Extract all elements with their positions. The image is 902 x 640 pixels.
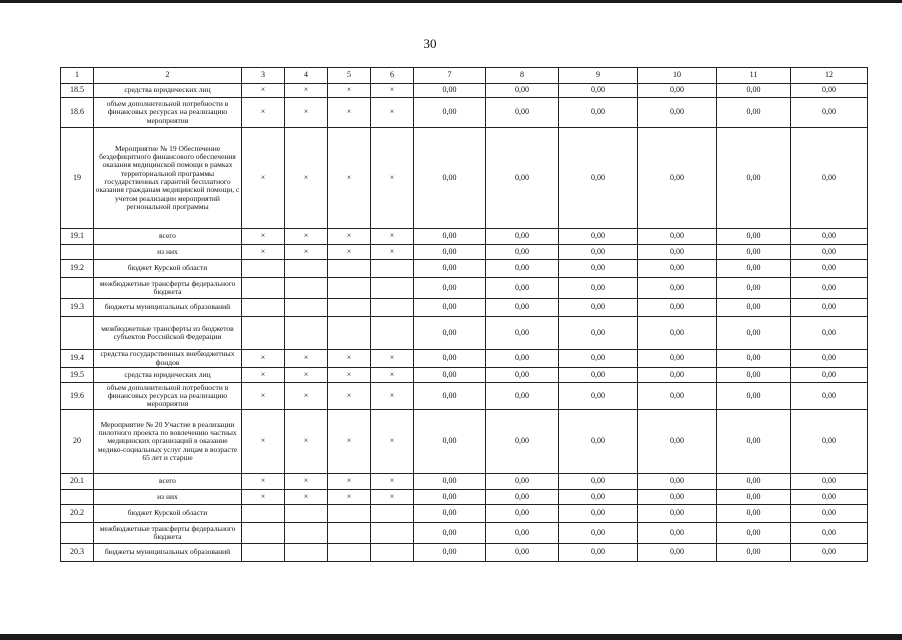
- cross-mark-cell: ×: [285, 229, 328, 245]
- amount-cell: 0,00: [717, 523, 791, 544]
- amount-cell: 0,00: [414, 278, 486, 299]
- cross-mark-cell: ×: [371, 128, 414, 229]
- amount-cell: 0,00: [638, 350, 717, 368]
- scan-edge-bottom: [0, 634, 902, 640]
- amount-cell: 0,00: [791, 84, 868, 98]
- amount-cell: 0,00: [717, 474, 791, 490]
- amount-cell: 0,00: [559, 505, 638, 523]
- amount-cell: 0,00: [414, 84, 486, 98]
- cross-mark-cell: [285, 505, 328, 523]
- amount-cell: 0,00: [791, 260, 868, 278]
- amount-cell: 0,00: [559, 523, 638, 544]
- amount-cell: 0,00: [791, 383, 868, 410]
- cross-mark-cell: [328, 278, 371, 299]
- amount-cell: 0,00: [791, 523, 868, 544]
- amount-cell: 0,00: [486, 523, 559, 544]
- table-row: [61, 544, 868, 562]
- column-number-header: 11: [717, 68, 791, 84]
- row-name: бюджеты муниципальных образований: [94, 299, 242, 317]
- cross-mark-cell: [242, 260, 285, 278]
- cross-mark-cell: ×: [242, 368, 285, 383]
- amount-cell: 0,00: [717, 317, 791, 350]
- scan-edge-top: [0, 0, 902, 3]
- amount-cell: 0,00: [638, 474, 717, 490]
- amount-cell: 0,00: [414, 410, 486, 474]
- amount-cell: 0,00: [638, 278, 717, 299]
- amount-cell: 0,00: [414, 299, 486, 317]
- row-name: всего: [94, 474, 242, 490]
- amount-cell: 0,00: [414, 128, 486, 229]
- amount-cell: 0,00: [791, 299, 868, 317]
- cross-mark-cell: [371, 299, 414, 317]
- row-name: из них: [94, 245, 242, 260]
- amount-cell: 0,00: [791, 317, 868, 350]
- cross-mark-cell: [242, 299, 285, 317]
- amount-cell: 0,00: [638, 245, 717, 260]
- amount-cell: 0,00: [559, 128, 638, 229]
- column-number-header: 3: [242, 68, 285, 84]
- amount-cell: 0,00: [791, 128, 868, 229]
- amount-cell: 0,00: [414, 245, 486, 260]
- row-name: межбюджетные трансферты федерального бюджета: [94, 278, 242, 299]
- cross-mark-cell: [371, 505, 414, 523]
- amount-cell: 0,00: [486, 245, 559, 260]
- cross-mark-cell: ×: [371, 245, 414, 260]
- amount-cell: 0,00: [414, 383, 486, 410]
- column-number-header: 12: [791, 68, 868, 84]
- amount-cell: 0,00: [486, 299, 559, 317]
- amount-cell: 0,00: [414, 523, 486, 544]
- cross-mark-cell: [242, 523, 285, 544]
- cross-mark-cell: ×: [328, 229, 371, 245]
- amount-cell: 0,00: [414, 350, 486, 368]
- amount-cell: 0,00: [717, 278, 791, 299]
- amount-cell: 0,00: [791, 410, 868, 474]
- amount-cell: 0,00: [414, 317, 486, 350]
- row-name: межбюджетные трансферты федерального бюджета: [94, 523, 242, 544]
- cross-mark-cell: [328, 317, 371, 350]
- amount-cell: 0,00: [638, 299, 717, 317]
- cross-mark-cell: ×: [242, 474, 285, 490]
- cross-mark-cell: ×: [242, 350, 285, 368]
- row-name: всего: [94, 229, 242, 245]
- amount-cell: 0,00: [559, 278, 638, 299]
- cross-mark-cell: ×: [328, 350, 371, 368]
- cross-mark-cell: ×: [242, 410, 285, 474]
- cross-mark-cell: [371, 317, 414, 350]
- row-code: 20: [61, 410, 94, 474]
- table-row: [61, 505, 868, 523]
- amount-cell: 0,00: [486, 128, 559, 229]
- cross-mark-cell: ×: [328, 474, 371, 490]
- amount-cell: 0,00: [717, 544, 791, 562]
- row-code: 20.1: [61, 474, 94, 490]
- cross-mark-cell: [328, 260, 371, 278]
- row-code: 18.6: [61, 98, 94, 128]
- amount-cell: 0,00: [559, 368, 638, 383]
- cross-mark-cell: [285, 299, 328, 317]
- row-code: 20.3: [61, 544, 94, 562]
- column-number-header: 2: [94, 68, 242, 84]
- cross-mark-cell: ×: [285, 84, 328, 98]
- column-number-header: 7: [414, 68, 486, 84]
- amount-cell: 0,00: [559, 490, 638, 505]
- row-code: 19.5: [61, 368, 94, 383]
- cross-mark-cell: ×: [285, 474, 328, 490]
- cross-mark-cell: [285, 544, 328, 562]
- cross-mark-cell: [328, 544, 371, 562]
- cross-mark-cell: ×: [371, 350, 414, 368]
- table-row: [61, 299, 868, 317]
- amount-cell: 0,00: [717, 490, 791, 505]
- table-row: [61, 410, 868, 474]
- table-row: [61, 128, 868, 229]
- row-name: бюджет Курской области: [94, 260, 242, 278]
- cross-mark-cell: ×: [371, 474, 414, 490]
- amount-cell: 0,00: [559, 383, 638, 410]
- amount-cell: 0,00: [791, 505, 868, 523]
- amount-cell: 0,00: [559, 245, 638, 260]
- amount-cell: 0,00: [717, 98, 791, 128]
- row-code: [61, 245, 94, 260]
- amount-cell: 0,00: [791, 490, 868, 505]
- cross-mark-cell: ×: [371, 229, 414, 245]
- amount-cell: 0,00: [638, 523, 717, 544]
- amount-cell: 0,00: [638, 84, 717, 98]
- cross-mark-cell: ×: [371, 368, 414, 383]
- row-name: средства юридических лиц: [94, 368, 242, 383]
- amount-cell: 0,00: [638, 505, 717, 523]
- cross-mark-cell: ×: [242, 98, 285, 128]
- column-number-header: 8: [486, 68, 559, 84]
- table-row: [61, 84, 868, 98]
- amount-cell: 0,00: [717, 229, 791, 245]
- amount-cell: 0,00: [717, 260, 791, 278]
- cross-mark-cell: [285, 523, 328, 544]
- cross-mark-cell: ×: [242, 128, 285, 229]
- cross-mark-cell: ×: [328, 98, 371, 128]
- table-row: [61, 98, 868, 128]
- row-code: 19.1: [61, 229, 94, 245]
- amount-cell: 0,00: [717, 84, 791, 98]
- amount-cell: 0,00: [638, 368, 717, 383]
- amount-cell: 0,00: [414, 260, 486, 278]
- amount-cell: 0,00: [486, 544, 559, 562]
- row-code: 18.5: [61, 84, 94, 98]
- table-row: [61, 260, 868, 278]
- cross-mark-cell: [371, 278, 414, 299]
- cross-mark-cell: ×: [328, 490, 371, 505]
- row-code: 20.2: [61, 505, 94, 523]
- cross-mark-cell: ×: [242, 383, 285, 410]
- amount-cell: 0,00: [791, 245, 868, 260]
- row-name: объем дополнительной потребности в финансовых ресурсах на реализацию мероприятия: [94, 98, 242, 128]
- row-code: 19.4: [61, 350, 94, 368]
- amount-cell: 0,00: [486, 260, 559, 278]
- cross-mark-cell: [285, 317, 328, 350]
- table-row: [61, 368, 868, 383]
- cross-mark-cell: [328, 523, 371, 544]
- amount-cell: 0,00: [486, 317, 559, 350]
- amount-cell: 0,00: [486, 229, 559, 245]
- amount-cell: 0,00: [791, 98, 868, 128]
- cross-mark-cell: ×: [371, 383, 414, 410]
- amount-cell: 0,00: [486, 505, 559, 523]
- amount-cell: 0,00: [638, 260, 717, 278]
- amount-cell: 0,00: [414, 229, 486, 245]
- amount-cell: 0,00: [559, 317, 638, 350]
- row-name: из них: [94, 490, 242, 505]
- row-name: бюджет Курской области: [94, 505, 242, 523]
- amount-cell: 0,00: [717, 505, 791, 523]
- amount-cell: 0,00: [414, 490, 486, 505]
- cross-mark-cell: ×: [285, 350, 328, 368]
- amount-cell: 0,00: [638, 98, 717, 128]
- cross-mark-cell: ×: [285, 410, 328, 474]
- cross-mark-cell: [285, 260, 328, 278]
- column-number-header: 1: [61, 68, 94, 84]
- amount-cell: 0,00: [791, 350, 868, 368]
- amount-cell: 0,00: [791, 474, 868, 490]
- row-name: объем дополнительной потребности в финансовых ресурсах на реализацию мероприятия: [94, 383, 242, 410]
- cross-mark-cell: ×: [285, 245, 328, 260]
- cross-mark-cell: ×: [328, 128, 371, 229]
- cross-mark-cell: [285, 278, 328, 299]
- amount-cell: 0,00: [638, 128, 717, 229]
- amount-cell: 0,00: [791, 368, 868, 383]
- amount-cell: 0,00: [559, 260, 638, 278]
- row-name: средства юридических лиц: [94, 84, 242, 98]
- row-code: 19.6: [61, 383, 94, 410]
- amount-cell: 0,00: [717, 368, 791, 383]
- amount-cell: 0,00: [486, 98, 559, 128]
- cross-mark-cell: ×: [371, 490, 414, 505]
- row-name: бюджеты муниципальных образований: [94, 544, 242, 562]
- cross-mark-cell: [242, 317, 285, 350]
- amount-cell: 0,00: [559, 84, 638, 98]
- table-row: [61, 278, 868, 299]
- table-row: [61, 523, 868, 544]
- table-row: [61, 383, 868, 410]
- row-name: межбюджетные трансферты из бюджетов субъектов Российской Федерации: [94, 317, 242, 350]
- amount-cell: 0,00: [638, 410, 717, 474]
- amount-cell: 0,00: [791, 278, 868, 299]
- amount-cell: 0,00: [486, 383, 559, 410]
- column-number-header: 4: [285, 68, 328, 84]
- column-number-header: 5: [328, 68, 371, 84]
- amount-cell: 0,00: [486, 368, 559, 383]
- amount-cell: 0,00: [559, 474, 638, 490]
- amount-cell: 0,00: [486, 350, 559, 368]
- amount-cell: 0,00: [486, 410, 559, 474]
- cross-mark-cell: ×: [242, 245, 285, 260]
- cross-mark-cell: [328, 505, 371, 523]
- amount-cell: 0,00: [638, 317, 717, 350]
- cross-mark-cell: [328, 299, 371, 317]
- cross-mark-cell: [242, 505, 285, 523]
- cross-mark-cell: ×: [285, 368, 328, 383]
- cross-mark-cell: ×: [242, 229, 285, 245]
- column-number-header: 6: [371, 68, 414, 84]
- cross-mark-cell: ×: [242, 490, 285, 505]
- cross-mark-cell: ×: [328, 245, 371, 260]
- cross-mark-cell: ×: [328, 368, 371, 383]
- amount-cell: 0,00: [791, 544, 868, 562]
- cross-mark-cell: ×: [328, 84, 371, 98]
- table-row: [61, 490, 868, 505]
- budget-table: [60, 67, 868, 562]
- row-code: [61, 490, 94, 505]
- cross-mark-cell: [371, 523, 414, 544]
- amount-cell: 0,00: [414, 98, 486, 128]
- amount-cell: 0,00: [717, 245, 791, 260]
- table-row: [61, 474, 868, 490]
- row-code: 19: [61, 128, 94, 229]
- table-row: [61, 229, 868, 245]
- cross-mark-cell: [242, 544, 285, 562]
- amount-cell: 0,00: [559, 410, 638, 474]
- amount-cell: 0,00: [486, 490, 559, 505]
- row-code: [61, 523, 94, 544]
- row-code: [61, 317, 94, 350]
- amount-cell: 0,00: [486, 84, 559, 98]
- table-row: [61, 245, 868, 260]
- amount-cell: 0,00: [559, 98, 638, 128]
- row-name: Мероприятие № 20 Участие в реализации пилотного проекта по вовлечению частных медицинских организаций в оказание медико-социальных услуг лицам в возрасте 65 лет и старше: [94, 410, 242, 474]
- amount-cell: 0,00: [717, 128, 791, 229]
- row-name: Мероприятие № 19 Обеспечение бездефицитного финансового обеспечения оказания медицинской помощи в рамках территориальной программы государственных гарантий бесплатного оказания гражданам медицинской помощи, с учетом реализации мероприятий региональной программы: [94, 128, 242, 229]
- cross-mark-cell: ×: [285, 98, 328, 128]
- amount-cell: 0,00: [638, 544, 717, 562]
- cross-mark-cell: ×: [285, 383, 328, 410]
- amount-cell: 0,00: [638, 229, 717, 245]
- amount-cell: 0,00: [717, 299, 791, 317]
- amount-cell: 0,00: [717, 383, 791, 410]
- row-code: 19.3: [61, 299, 94, 317]
- cross-mark-cell: ×: [328, 410, 371, 474]
- cross-mark-cell: ×: [328, 383, 371, 410]
- table-row: [61, 317, 868, 350]
- column-number-header: 9: [559, 68, 638, 84]
- amount-cell: 0,00: [559, 350, 638, 368]
- cross-mark-cell: [371, 260, 414, 278]
- cross-mark-cell: [242, 278, 285, 299]
- cross-mark-cell: ×: [371, 98, 414, 128]
- amount-cell: 0,00: [717, 410, 791, 474]
- cross-mark-cell: ×: [242, 84, 285, 98]
- page-number: 30: [423, 36, 437, 51]
- amount-cell: 0,00: [638, 490, 717, 505]
- amount-cell: 0,00: [638, 383, 717, 410]
- column-number-header: 10: [638, 68, 717, 84]
- cross-mark-cell: ×: [285, 490, 328, 505]
- amount-cell: 0,00: [486, 474, 559, 490]
- amount-cell: 0,00: [559, 299, 638, 317]
- cross-mark-cell: ×: [285, 128, 328, 229]
- row-name: средства государственных внебюджетных фондов: [94, 350, 242, 368]
- amount-cell: 0,00: [414, 505, 486, 523]
- amount-cell: 0,00: [791, 229, 868, 245]
- amount-cell: 0,00: [486, 278, 559, 299]
- table-header-row: [61, 68, 868, 84]
- amount-cell: 0,00: [559, 544, 638, 562]
- row-code: 19.2: [61, 260, 94, 278]
- amount-cell: 0,00: [414, 368, 486, 383]
- amount-cell: 0,00: [414, 544, 486, 562]
- table-row: [61, 350, 868, 368]
- cross-mark-cell: ×: [371, 84, 414, 98]
- amount-cell: 0,00: [414, 474, 486, 490]
- amount-cell: 0,00: [717, 350, 791, 368]
- amount-cell: 0,00: [559, 229, 638, 245]
- row-code: [61, 278, 94, 299]
- cross-mark-cell: [371, 544, 414, 562]
- cross-mark-cell: ×: [371, 410, 414, 474]
